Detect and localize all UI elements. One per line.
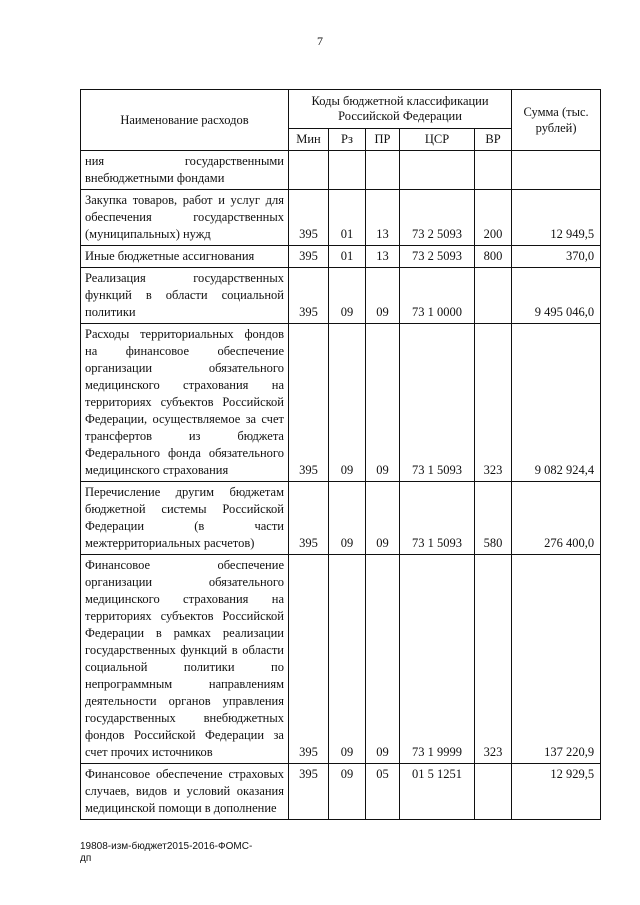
row-pr: 09: [366, 324, 400, 482]
row-sum: 370,0: [512, 246, 601, 268]
row-csr: 73 1 5093: [400, 482, 475, 555]
header-rz: Рз: [329, 128, 366, 150]
page-number: 7: [317, 34, 323, 48]
row-min: [289, 151, 329, 190]
row-min: 395: [289, 190, 329, 246]
row-rz: 09: [329, 764, 366, 820]
row-csr: 73 1 0000: [400, 268, 475, 324]
row-min: 395: [289, 482, 329, 555]
row-pr: [366, 151, 400, 190]
header-min: Мин: [289, 128, 329, 150]
row-name: Финансовое обеспечение страховых случаев, видов и условий оказания медицинской помощи в дополнение: [81, 764, 289, 820]
row-sum: 9 082 924,4: [512, 324, 601, 482]
row-sum: 9 495 046,0: [512, 268, 601, 324]
row-sum: 12 929,5: [512, 764, 601, 820]
row-vr: 580: [475, 482, 512, 555]
row-csr: 73 1 5093: [400, 324, 475, 482]
row-name: Иные бюджетные ассигнования: [81, 246, 289, 268]
row-pr: 05: [366, 764, 400, 820]
row-pr: 09: [366, 268, 400, 324]
row-name: ния государственными внебюджетными фондами: [81, 151, 289, 190]
header-codes-group: Коды бюджетной классификации Российской Федерации: [289, 90, 512, 129]
table-row: [81, 482, 601, 555]
row-name: Расходы территориальных фондов на финансовое обеспечение организации обязательного медицинского страхования на территориях субъектов Российской Федерации, осуществляемое за счет трансфертов из бюджета Федерального фонда обязательного медицинского страхования: [81, 324, 289, 482]
row-sum: 276 400,0: [512, 482, 601, 555]
row-csr: 01 5 1251: [400, 764, 475, 820]
table-row: [81, 268, 601, 324]
row-pr: 13: [366, 246, 400, 268]
row-sum: 12 949,5: [512, 190, 601, 246]
header-sum-column: Сумма (тыс. рублей): [512, 90, 601, 151]
header-pr: ПР: [366, 128, 400, 150]
row-min: 395: [289, 324, 329, 482]
row-name: Перечисление другим бюджетам бюджетной системы Российской Федерации (в части межтерриториальных расчетов): [81, 482, 289, 555]
row-pr: 09: [366, 482, 400, 555]
row-vr: 200: [475, 190, 512, 246]
table-row: [81, 246, 601, 268]
row-pr: 13: [366, 190, 400, 246]
row-vr: [475, 764, 512, 820]
row-csr: 73 1 9999: [400, 555, 475, 764]
row-name: Закупка товаров, работ и услуг для обеспечения государственных (муниципальных) нужд: [81, 190, 289, 246]
expenses-table: [80, 89, 601, 820]
row-min: 395: [289, 555, 329, 764]
header-vr: ВР: [475, 128, 512, 150]
row-vr: [475, 268, 512, 324]
row-name: Реализация государственных функций в области социальной политики: [81, 268, 289, 324]
row-rz: 09: [329, 324, 366, 482]
header-csr: ЦСР: [400, 128, 475, 150]
table-row: [81, 151, 601, 190]
row-rz: 09: [329, 482, 366, 555]
row-name: Финансовое обеспечение организации обязательного медицинского страхования на территориях субъектов Российской Федерации в рамках реализации государственных функций в области социальной политики по непрограммным направлениям деятельности органов управления государственных внебюджетных фондов Российской Федерации за счет прочих источников: [81, 555, 289, 764]
table-row: [81, 764, 601, 820]
row-rz: [329, 151, 366, 190]
row-vr: 323: [475, 555, 512, 764]
row-min: 395: [289, 246, 329, 268]
row-min: 395: [289, 268, 329, 324]
row-min: 395: [289, 764, 329, 820]
row-pr: 09: [366, 555, 400, 764]
row-sum: 137 220,9: [512, 555, 601, 764]
table-row: [81, 555, 601, 764]
row-rz: 01: [329, 246, 366, 268]
row-vr: [475, 151, 512, 190]
header-name-column: Наименование расходов: [81, 90, 289, 151]
row-vr: 323: [475, 324, 512, 482]
table-row: [81, 324, 601, 482]
footer-line-1: 19808-изм-бюджет2015-2016-ФОМС-: [80, 841, 253, 852]
table-row: [81, 190, 601, 246]
row-vr: 800: [475, 246, 512, 268]
row-csr: [400, 151, 475, 190]
row-rz: 09: [329, 268, 366, 324]
row-csr: 73 2 5093: [400, 246, 475, 268]
document-footer: [80, 841, 252, 865]
row-rz: 09: [329, 555, 366, 764]
row-rz: 01: [329, 190, 366, 246]
footer-line-2: дп: [80, 853, 92, 864]
row-csr: 73 2 5093: [400, 190, 475, 246]
row-sum: [512, 151, 601, 190]
